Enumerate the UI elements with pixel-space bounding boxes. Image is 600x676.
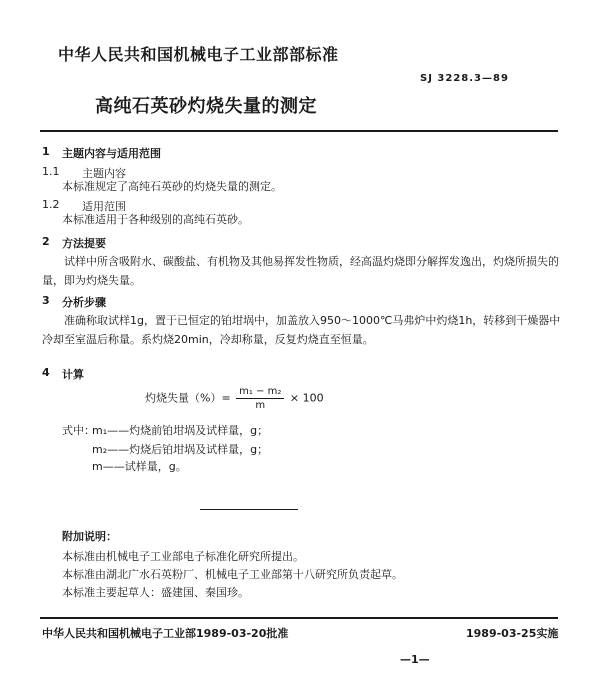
top-rule	[40, 130, 558, 132]
notes-divider	[200, 509, 298, 510]
variable-definition: m——试样量，g。	[92, 460, 187, 473]
issuing-authority-header: 中华人民共和国机械电子工业部部标准	[58, 45, 339, 64]
effective-date: 1989-03-25实施	[466, 627, 559, 640]
note-item: 本标准由机械电子工业部电子标准化研究所提出。	[62, 550, 304, 563]
formula-lhs: 灼烧失量（%）=	[145, 391, 231, 405]
loss-on-ignition-formula	[145, 386, 324, 411]
section-1-2-number: 1.2	[42, 198, 60, 211]
approval-date: 中华人民共和国机械电子工业部1989-03-20批准	[42, 627, 289, 640]
section-1-1-number: 1.1	[42, 165, 60, 178]
section-3-heading: 分析步骤	[62, 296, 106, 309]
section-2-number: 2	[42, 235, 50, 248]
section-4-number: 4	[42, 366, 50, 379]
formula-rhs: × 100	[289, 391, 324, 405]
notes-heading: 附加说明：	[62, 530, 117, 543]
where-label: 式中：	[62, 424, 95, 437]
section-1-2-text: 本标准适用于各种级别的高纯石英砂。	[62, 213, 249, 226]
note-item: 本标准主要起草人：盛建国、秦国珍。	[62, 586, 249, 599]
formula-numerator: m₁ − m₂	[236, 386, 284, 399]
section-4-heading: 计算	[62, 368, 84, 381]
section-2-heading: 方法提要	[62, 237, 106, 250]
variable-definition: m₁——灼烧前铂坩埚及试样量，g；	[92, 424, 269, 437]
section-1-2-heading: 适用范围	[82, 200, 126, 213]
note-item: 本标准由湖北广水石英粉厂、机械电子工业部第十八研究所负责起草。	[62, 568, 403, 581]
standard-code: SJ 3228.3—89	[420, 73, 509, 84]
footer-rule	[40, 617, 558, 619]
section-3-number: 3	[42, 294, 50, 307]
formula-fraction	[236, 386, 284, 411]
formula-denominator: m	[255, 400, 266, 411]
section-1-number: 1	[42, 145, 50, 158]
section-3-text: 准确称取试样1g，置于已恒定的铂坩埚中，加盖放入950～1000℃马弗炉中灼烧1h，转移到干燥器中冷却至室温后称量。系灼烧20min，冷却称量，反复灼烧直至恒量。	[42, 314, 561, 346]
variable-definition: m₂——灼烧后铂坩埚及试样量，g；	[92, 443, 269, 456]
section-2-text: 试样中所含吸附水、碳酸盐、有机物及其他易挥发性物质，经高温灼烧即分解挥发逸出，灼烧所损失的量，即为灼烧失量。	[42, 255, 559, 287]
page-number: —1—	[400, 653, 430, 666]
section-1-1-text: 本标准规定了高纯石英砂的灼烧失量的测定。	[62, 180, 282, 193]
section-1-1-heading: 主题内容	[82, 167, 126, 180]
section-1-heading: 主题内容与适用范围	[62, 147, 161, 160]
document-title: 高纯石英砂灼烧失量的测定	[95, 96, 317, 117]
